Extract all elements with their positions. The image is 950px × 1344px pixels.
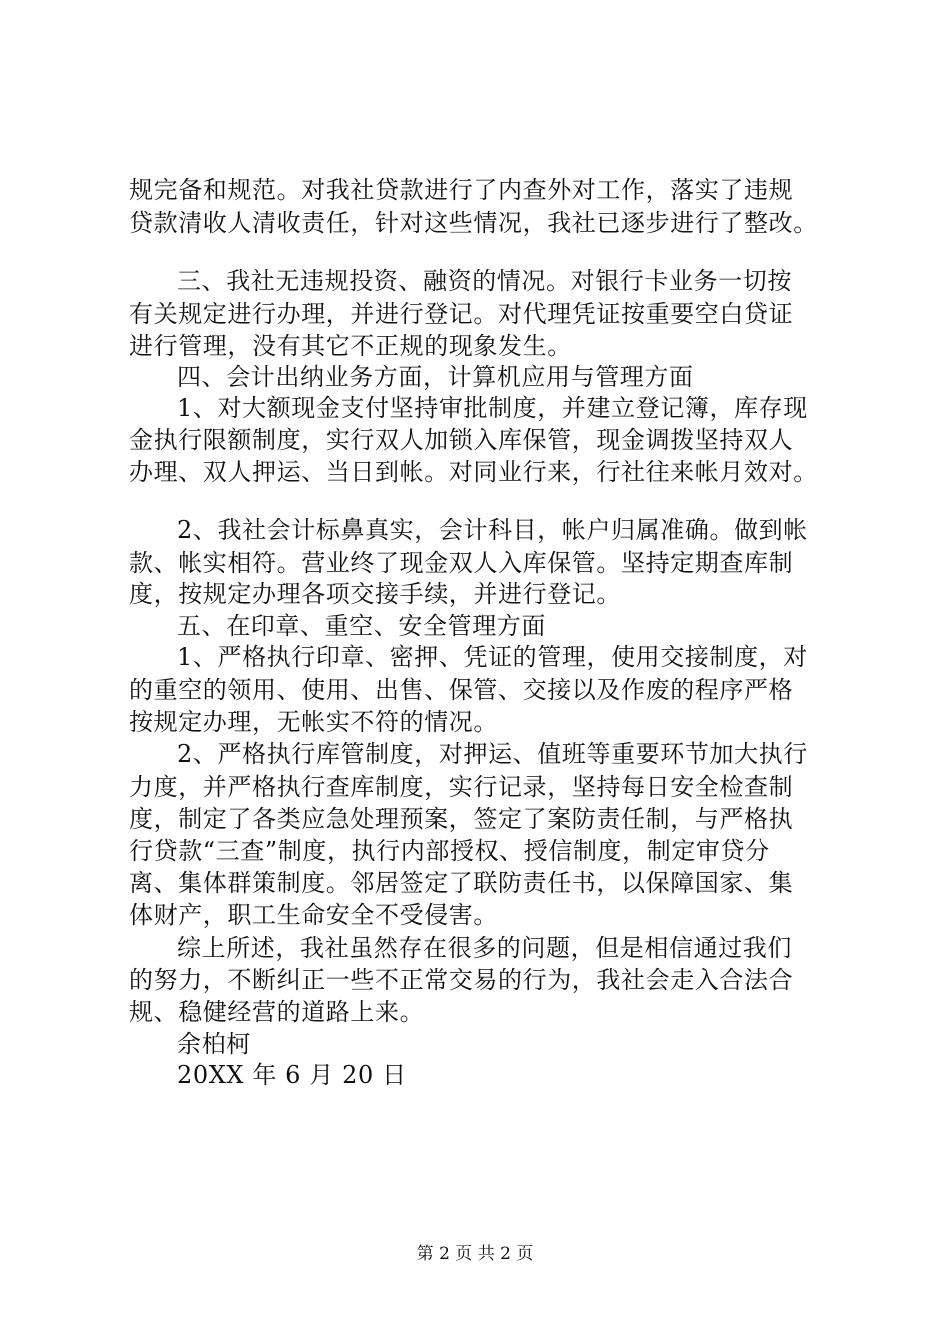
paragraph-line: 的努力，不断纠正一些不正常交易的行为，我社会走入合法合 — [129, 966, 794, 994]
paragraph-line: 款、帐实相符。营业终了现金双人入库保管。坚持定期查库制 — [129, 549, 794, 577]
paragraph-line: 按规定办理，无帐实不符的情况。 — [129, 708, 498, 736]
signature-date: 20XX 年 6 月 20 日 — [177, 1061, 407, 1089]
paragraph-line: 体财产，职工生命安全不受侵害。 — [129, 901, 498, 929]
item-one-line: 1、严格执行印章、密押、凭证的管理，使用交接制度，对 — [177, 643, 808, 671]
paragraph-line: 贷款清收人清收责任，针对这些情况，我社已逐步进行了整改。 — [129, 209, 818, 237]
paragraph-line: 规、稳健经营的道路上来。 — [129, 998, 425, 1026]
paragraph-line: 的重空的领用、使用、出售、保管、交接以及作废的程序严格 — [129, 676, 794, 704]
item-two-line: 2、我社会计标鼻真实，会计科目，帐户归属准确。做到帐 — [177, 516, 808, 544]
paragraph-line: 办理、双人押运、当日到帐。对同业行来，行社往来帐月效对。 — [129, 458, 818, 486]
section-four-heading: 四、会计出纳业务方面，计算机应用与管理方面 — [177, 363, 694, 391]
section-five-heading: 五、在印章、重空、安全管理方面 — [177, 612, 546, 640]
paragraph-line: 度，按规定办理各项交接手续，并进行登记。 — [129, 580, 621, 608]
section-three-line: 三、我社无违规投资、融资的情况。对银行卡业务一切按 — [177, 267, 792, 295]
paragraph-line: 离、集体群策制度。邻居签定了联防责任书，以保障国家、集 — [129, 869, 794, 897]
paragraph-line: 规完备和规范。对我社贷款进行了内查外对工作，落实了违规 — [129, 176, 794, 204]
item-two-line: 2、严格执行库管制度，对押运、值班等重要环节加大执行 — [177, 740, 808, 768]
paragraph-line: 有关规定进行办理，并进行登记。对代理凭证按重要空白贷证 — [129, 300, 794, 328]
paragraph-line: 进行管理，没有其它不正规的现象发生。 — [129, 332, 572, 360]
page-footer: 第 2 页 共 2 页 — [416, 1244, 534, 1264]
item-one-line: 1、对大额现金支付坚持审批制度，并建立登记簿，库存现 — [177, 394, 808, 422]
paragraph-line: 力度，并严格执行查库制度，实行记录，坚持每日安全检查制 — [129, 773, 794, 801]
paragraph-line: 行贷款“三查”制度，执行内部授权、授信制度，制定审贷分 — [129, 837, 770, 865]
conclusion-line: 综上所述，我社虽然存在很多的问题，但是相信通过我们 — [177, 934, 792, 962]
paragraph-line: 度，制定了各类应急处理预案，签定了案防责任制，与严格执 — [129, 805, 794, 833]
paragraph-line: 金执行限额制度，实行双人加锁入库保管，现金调拨坚持双人 — [129, 426, 794, 454]
signature-name: 余柏柯 — [177, 1030, 251, 1058]
